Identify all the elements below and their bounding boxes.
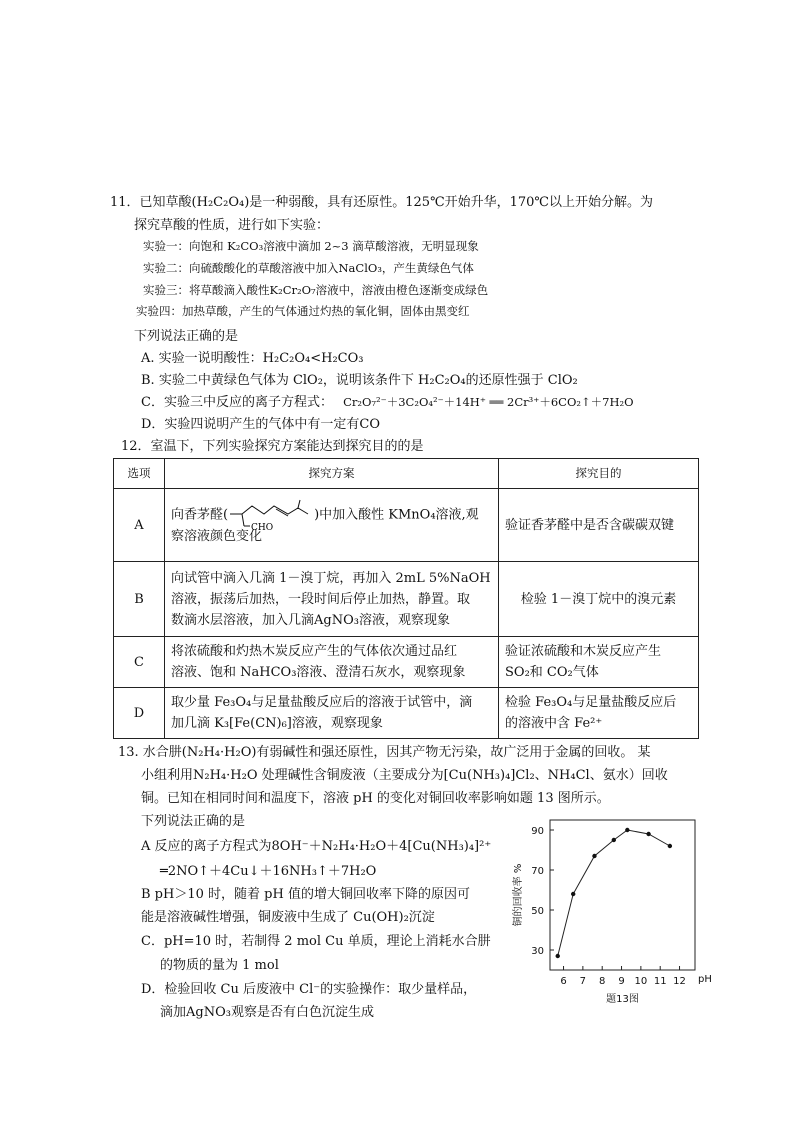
x-tick-label: 11 bbox=[653, 976, 667, 987]
q13-option-a-line1: A 反应的离子方程式为8OH⁻＋N₂H₄·H₂O＋4[Cu(NH₃)₄]²⁺ bbox=[141, 839, 492, 854]
row-b-plan-line3: 数滴水层溶液，加入几滴AgNO₃溶液，观察现象 bbox=[171, 612, 450, 628]
data-point bbox=[592, 854, 596, 858]
q11-prompt: 下列说法正确的是 bbox=[134, 329, 239, 344]
q11-stem-line1: 11．已知草酸(H₂C₂O₄)是一种弱酸，具有还原性。125℃开始升华，170℃以上开始分解。为 bbox=[110, 195, 653, 210]
cho-label: CHO bbox=[251, 522, 274, 533]
row-a-plan-pre: 向香茅醛( bbox=[171, 507, 229, 522]
table-row bbox=[114, 489, 699, 562]
row-a-option: A bbox=[114, 489, 165, 562]
row-c-plan-line1: 将浓硫酸和灼热木炭反应产生的气体依次通过品红 bbox=[171, 644, 458, 659]
q11-option-c-equation: Cr₂O₇²⁻＋3C₂O₄²⁻＋14H⁺ ══ 2Cr³⁺＋6CO₂↑＋7H₂O bbox=[343, 395, 634, 409]
y-tick-label: 70 bbox=[531, 866, 544, 877]
citronellal-skeleton bbox=[228, 500, 314, 534]
q11-experiment-2: 实验二：向硫酸酸化的草酸溶液中加入NaClO₃，产生黄绿色气体 bbox=[143, 261, 474, 275]
q13-option-a-line2: ═2NO↑＋4Cu↓＋16NH₃↑＋7H₂O bbox=[160, 864, 377, 879]
y-tick-label: 30 bbox=[531, 946, 544, 957]
row-c-goal-line2: SO₂和 CO₂气体 bbox=[505, 665, 599, 680]
q12-table bbox=[113, 458, 699, 739]
row-d-plan-line2: 加几滴 K₃[Fe(CN)₆]溶液，观察现象 bbox=[171, 716, 383, 731]
x-tick-label: 7 bbox=[579, 976, 587, 987]
q11-experiment-1: 实验一：向饱和 K₂CO₃溶液中滴加 2~3 滴草酸溶液，无明显现象 bbox=[143, 239, 479, 253]
table-row bbox=[114, 637, 699, 688]
q11-option-a: A. 实验一说明酸性：H₂C₂O₄<H₂CO₃ bbox=[141, 351, 364, 366]
y-tick-label: 50 bbox=[531, 906, 544, 917]
q11-option-c bbox=[141, 391, 634, 410]
row-d-goal-line2: 的溶液中含 Fe²⁺ bbox=[505, 716, 603, 731]
row-d-plan bbox=[165, 688, 499, 739]
row-d-goal bbox=[499, 688, 699, 739]
header-plan: 探究方案 bbox=[165, 459, 499, 489]
q11-experiment-4: 实验四：加热草酸，产生的气体通过灼热的氧化铜，固体由黑变红 bbox=[136, 304, 470, 318]
q13-prompt: 下列说法正确的是 bbox=[141, 814, 246, 829]
y-tick-label: 90 bbox=[531, 826, 544, 837]
y-axis-label: 铜的回收率 % bbox=[513, 863, 524, 927]
q11-stem-line2: 探究草酸的性质，进行如下实验： bbox=[134, 218, 330, 233]
copper-recovery-chart bbox=[505, 815, 712, 1015]
table-row bbox=[114, 562, 699, 637]
row-c-goal bbox=[499, 637, 699, 688]
row-b-option: B bbox=[114, 562, 165, 637]
q13-option-d-line1: D．检验回收 Cu 后废液中 Cl⁻的实验操作：取少量样品， bbox=[141, 982, 477, 997]
q13-option-b-line2: 能是溶液碱性增强，铜废液中生成了 Cu(OH)₂沉淀 bbox=[141, 910, 435, 925]
data-point bbox=[571, 892, 575, 896]
row-b-goal: 检验 1－溴丁烷中的溴元素 bbox=[499, 562, 699, 637]
row-a-plan-post: )中加入酸性 KMnO₄溶液,观 bbox=[314, 507, 479, 522]
row-c-plan bbox=[165, 637, 499, 688]
row-c-option: C bbox=[114, 637, 165, 688]
x-axis-label: pH bbox=[698, 974, 712, 985]
row-b-plan-line2: 溶液，振荡后加热，一段时间后停止加热，静置。取 bbox=[171, 591, 471, 607]
data-point bbox=[625, 828, 629, 832]
data-point bbox=[556, 954, 560, 958]
row-b-plan bbox=[165, 562, 499, 637]
q11-experiment-3: 实验三：将草酸滴入酸性K₂Cr₂O₇溶液中，溶液由橙色逐渐变成绿色 bbox=[143, 283, 489, 297]
row-a-plan bbox=[165, 489, 499, 562]
x-tick-label: 8 bbox=[599, 976, 606, 987]
q11-option-b: B. 实验二中黄绿色气体为 ClO₂，说明该条件下 H₂C₂O₄的还原性强于 ClO₂ bbox=[141, 373, 578, 388]
row-c-plan-line2: 溶液、饱和 NaHCO₃溶液、澄清石灰水，观察现象 bbox=[171, 665, 466, 680]
row-d-goal-line1: 检验 Fe₃O₄与足量盐酸反应后 bbox=[505, 695, 677, 710]
q13-option-c-line1: C．pH=10 时，若制得 2 mol Cu 单质，理论上消耗水合肼 bbox=[141, 934, 491, 949]
data-point bbox=[612, 838, 616, 842]
row-b-plan-line1: 向试管中滴入几滴 1－溴丁烷，再加入 2mL 5%NaOH bbox=[171, 570, 491, 586]
q11-option-d: D．实验四说明产生的气体中有一定有CO bbox=[141, 417, 381, 432]
q13-option-b-line1: B pH＞10 时，随着 pH 值的增大铜回收率下降的原因可 bbox=[141, 887, 470, 902]
q11-option-c-label: C．实验三中反应的离子方程式： bbox=[141, 395, 333, 410]
q12-stem: 12．室温下，下列实验探究方案能达到探究目的的是 bbox=[121, 439, 424, 454]
x-tick-label: 9 bbox=[618, 976, 625, 987]
row-c-goal-line1: 验证浓硫酸和木炭反应产生 bbox=[505, 644, 662, 659]
x-tick-label: 12 bbox=[673, 976, 686, 987]
table-header-row bbox=[114, 459, 699, 489]
q13-option-c-line2: 的物质的量为 1 mol bbox=[160, 958, 279, 973]
row-a-plan-line2: 察溶液颜色变化 bbox=[171, 528, 263, 544]
chart-caption: 题13图 bbox=[606, 994, 639, 1005]
header-goal: 探究目的 bbox=[499, 459, 699, 489]
data-point bbox=[668, 844, 672, 848]
x-tick-label: 10 bbox=[634, 976, 648, 987]
q13-stem-line3: 铜。已知在相同时间和温度下，溶液 pH 的变化对铜回收率影响如题 13 图所示。 bbox=[141, 791, 610, 806]
q13-stem-line1: 13. 水合肼(N₂H₄·H₂O)有弱碱性和强还原性，因其产物无污染，故广泛用于金属的回收。 某 bbox=[118, 745, 651, 760]
row-d-option: D bbox=[114, 688, 165, 739]
row-d-plan-line1: 取少量 Fe₃O₄与足量盐酸反应后的溶液于试管中，滴 bbox=[171, 695, 473, 710]
x-tick-label: 6 bbox=[560, 976, 567, 987]
table-row bbox=[114, 688, 699, 739]
citronellal-structure-icon bbox=[228, 504, 314, 533]
data-point bbox=[646, 832, 650, 836]
row-a-goal: 验证香茅醛中是否含碳碳双键 bbox=[499, 489, 699, 562]
header-option: 选项 bbox=[114, 459, 165, 489]
q13-stem-line2: 小组利用N₂H₄·H₂O 处理碱性含铜废液（主要成分为[Cu(NH₃)₄]Cl₂、NH₄Cl、氨水）回收 bbox=[141, 768, 668, 783]
q13-option-d-line2: 滴加AgNO₃观察是否有白色沉淀生成 bbox=[160, 1005, 374, 1020]
